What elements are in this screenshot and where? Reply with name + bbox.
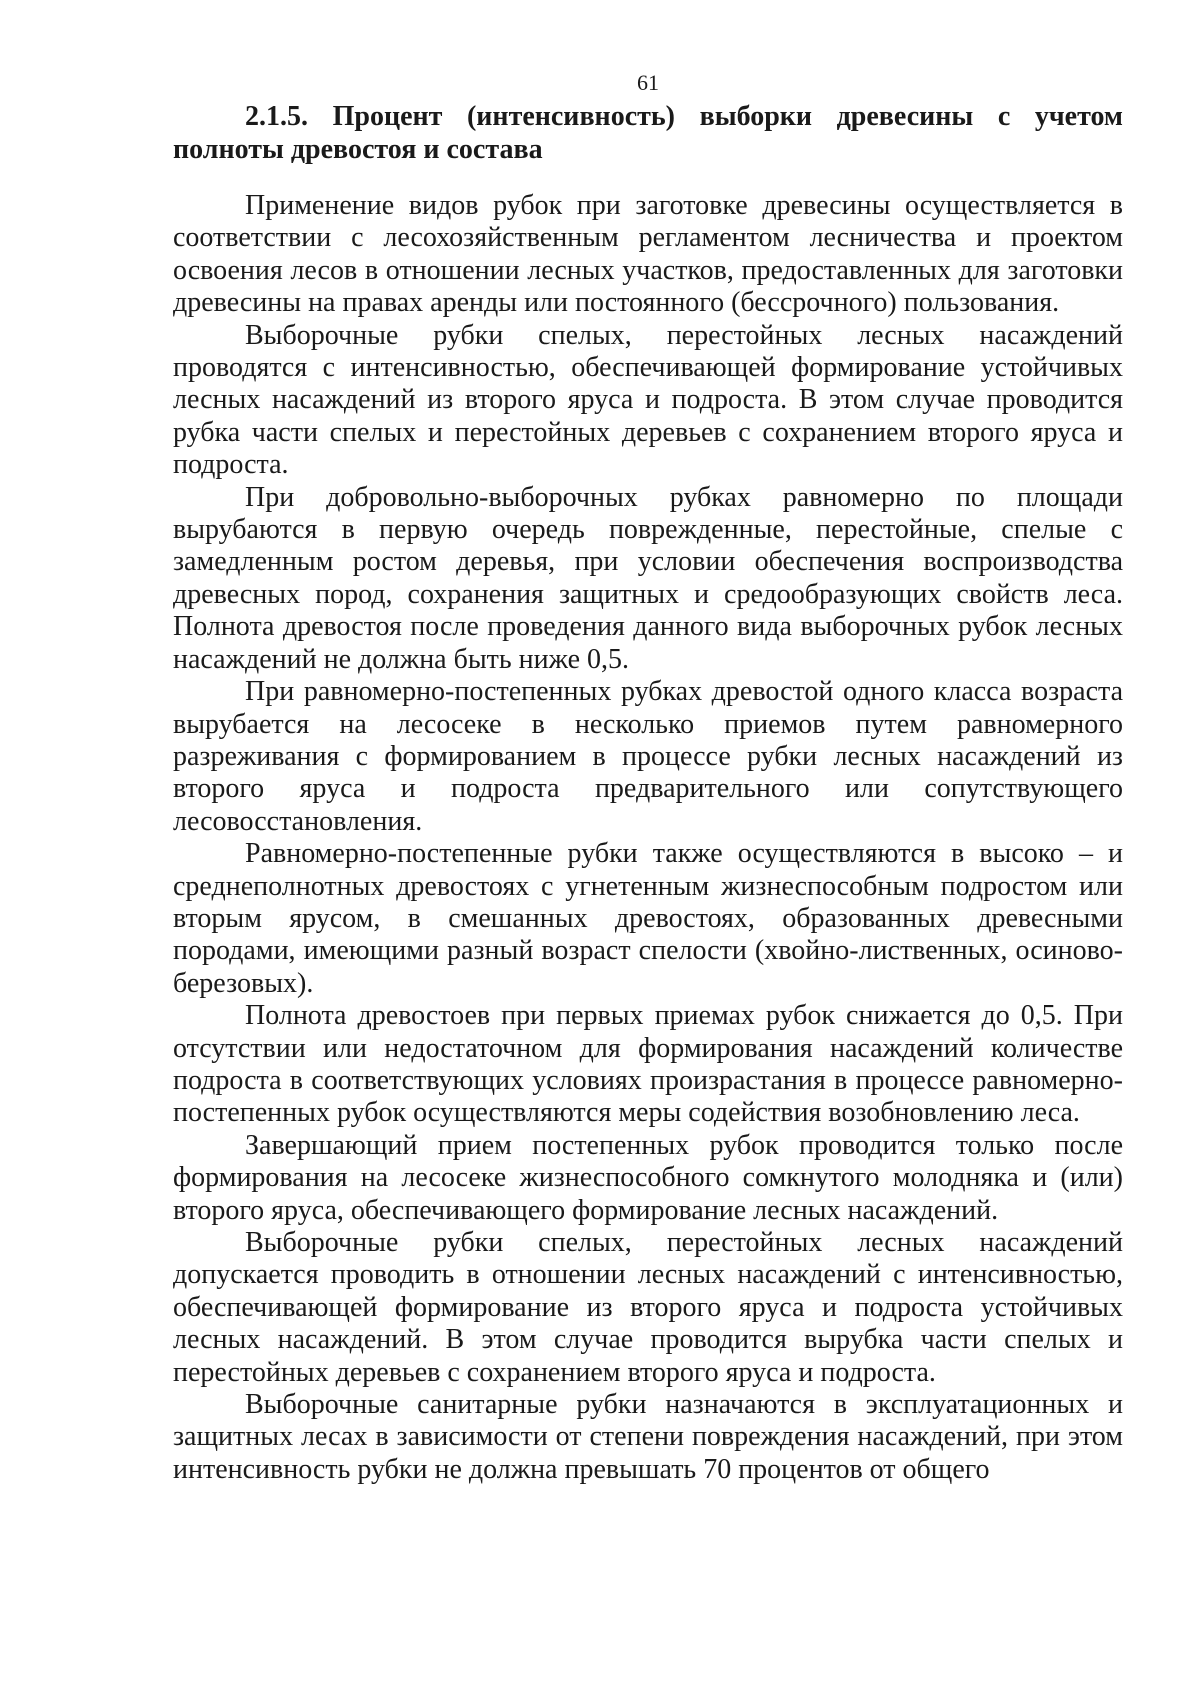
paragraph: Полнота древостоев при первых приемах рубок снижается до 0,5. При отсутствии или недостаточном для формирования насаждений количестве подроста в соответствующих условиях произрастания в процессе равномерно-постепенных рубок осуществляются меры содействия возобновлению леса. [173,1000,1123,1129]
paragraph: Выборочные рубки спелых, перестойных лесных насаждений проводятся с интенсивностью, обеспечивающей формирование устойчивых лесных насаждений из второго яруса и подроста. В этом случае проводится рубка части спелых и перестойных деревьев с сохранением второго яруса и подроста. [173,319,1123,481]
document-page [173,70,1123,1486]
paragraph: При равномерно-постепенных рубках древостой одного класса возраста вырубается на лесосеке в несколько приемов путем равномерного разреживания с формированием в процессе рубки лесных насаждений из второго яруса и подроста предварительного или сопутствующего лесовосстановления. [173,676,1123,837]
paragraph: Применение видов рубок при заготовке древесины осуществляется в соответствии с лесохозяйственным регламентом лесничества и проектом освоения лесов в отношении лесных участков, предоставленных для заготовки древесины на правах аренды или постоянного (бессрочного) пользования. [173,190,1123,319]
paragraph: Выборочные санитарные рубки назначаются в эксплуатационных и защитных лесах в зависимости от степени повреждения насаждений, при этом интенсивность рубки не должна превышать 70 процентов от общего [173,1389,1123,1485]
paragraph: При добровольно-выборочных рубках равномерно по площади вырубаются в первую очередь поврежденные, перестойные, спелые с замедленным ростом деревья, при условии обеспечения воспроизводства древесных пород, сохранения защитных и средообразующих свойств леса. Полнота древостоя после проведения данного вида выборочных рубок лесных насаждений не должна быть ниже 0,5. [173,481,1123,675]
body-text [173,190,1123,1486]
paragraph: Равномерно-постепенные рубки также осуществляются в высоко – и среднеполнотных древостоях с угнетенным жизнеспособным подростом или вторым ярусом, в смешанных древостоях, образованных древесными породами, имеющими разный возраст спелости (хвойно-лиственных, осиново-березовых). [173,838,1123,999]
paragraph: Выборочные рубки спелых, перестойных лесных насаждений допускается проводить в отношении лесных насаждений с интенсивностью, обеспечивающей формирование из второго яруса и подроста устойчивых лесных насаждений. В этом случае проводится вырубка части спелых и перестойных деревьев с сохранением второго яруса и подроста. [173,1227,1123,1388]
section-heading: 2.1.5. Процент (интенсивность) выборки древесины с учетом полноты древостоя и состава [173,101,1123,165]
page-number: 61 [637,70,659,95]
paragraph: Завершающий прием постепенных рубок проводится только после формирования на лесосеке жизнеспособного сомкнутого молодняка и (или) второго яруса, обеспечивающего формирование лесных насаждений. [173,1129,1123,1226]
